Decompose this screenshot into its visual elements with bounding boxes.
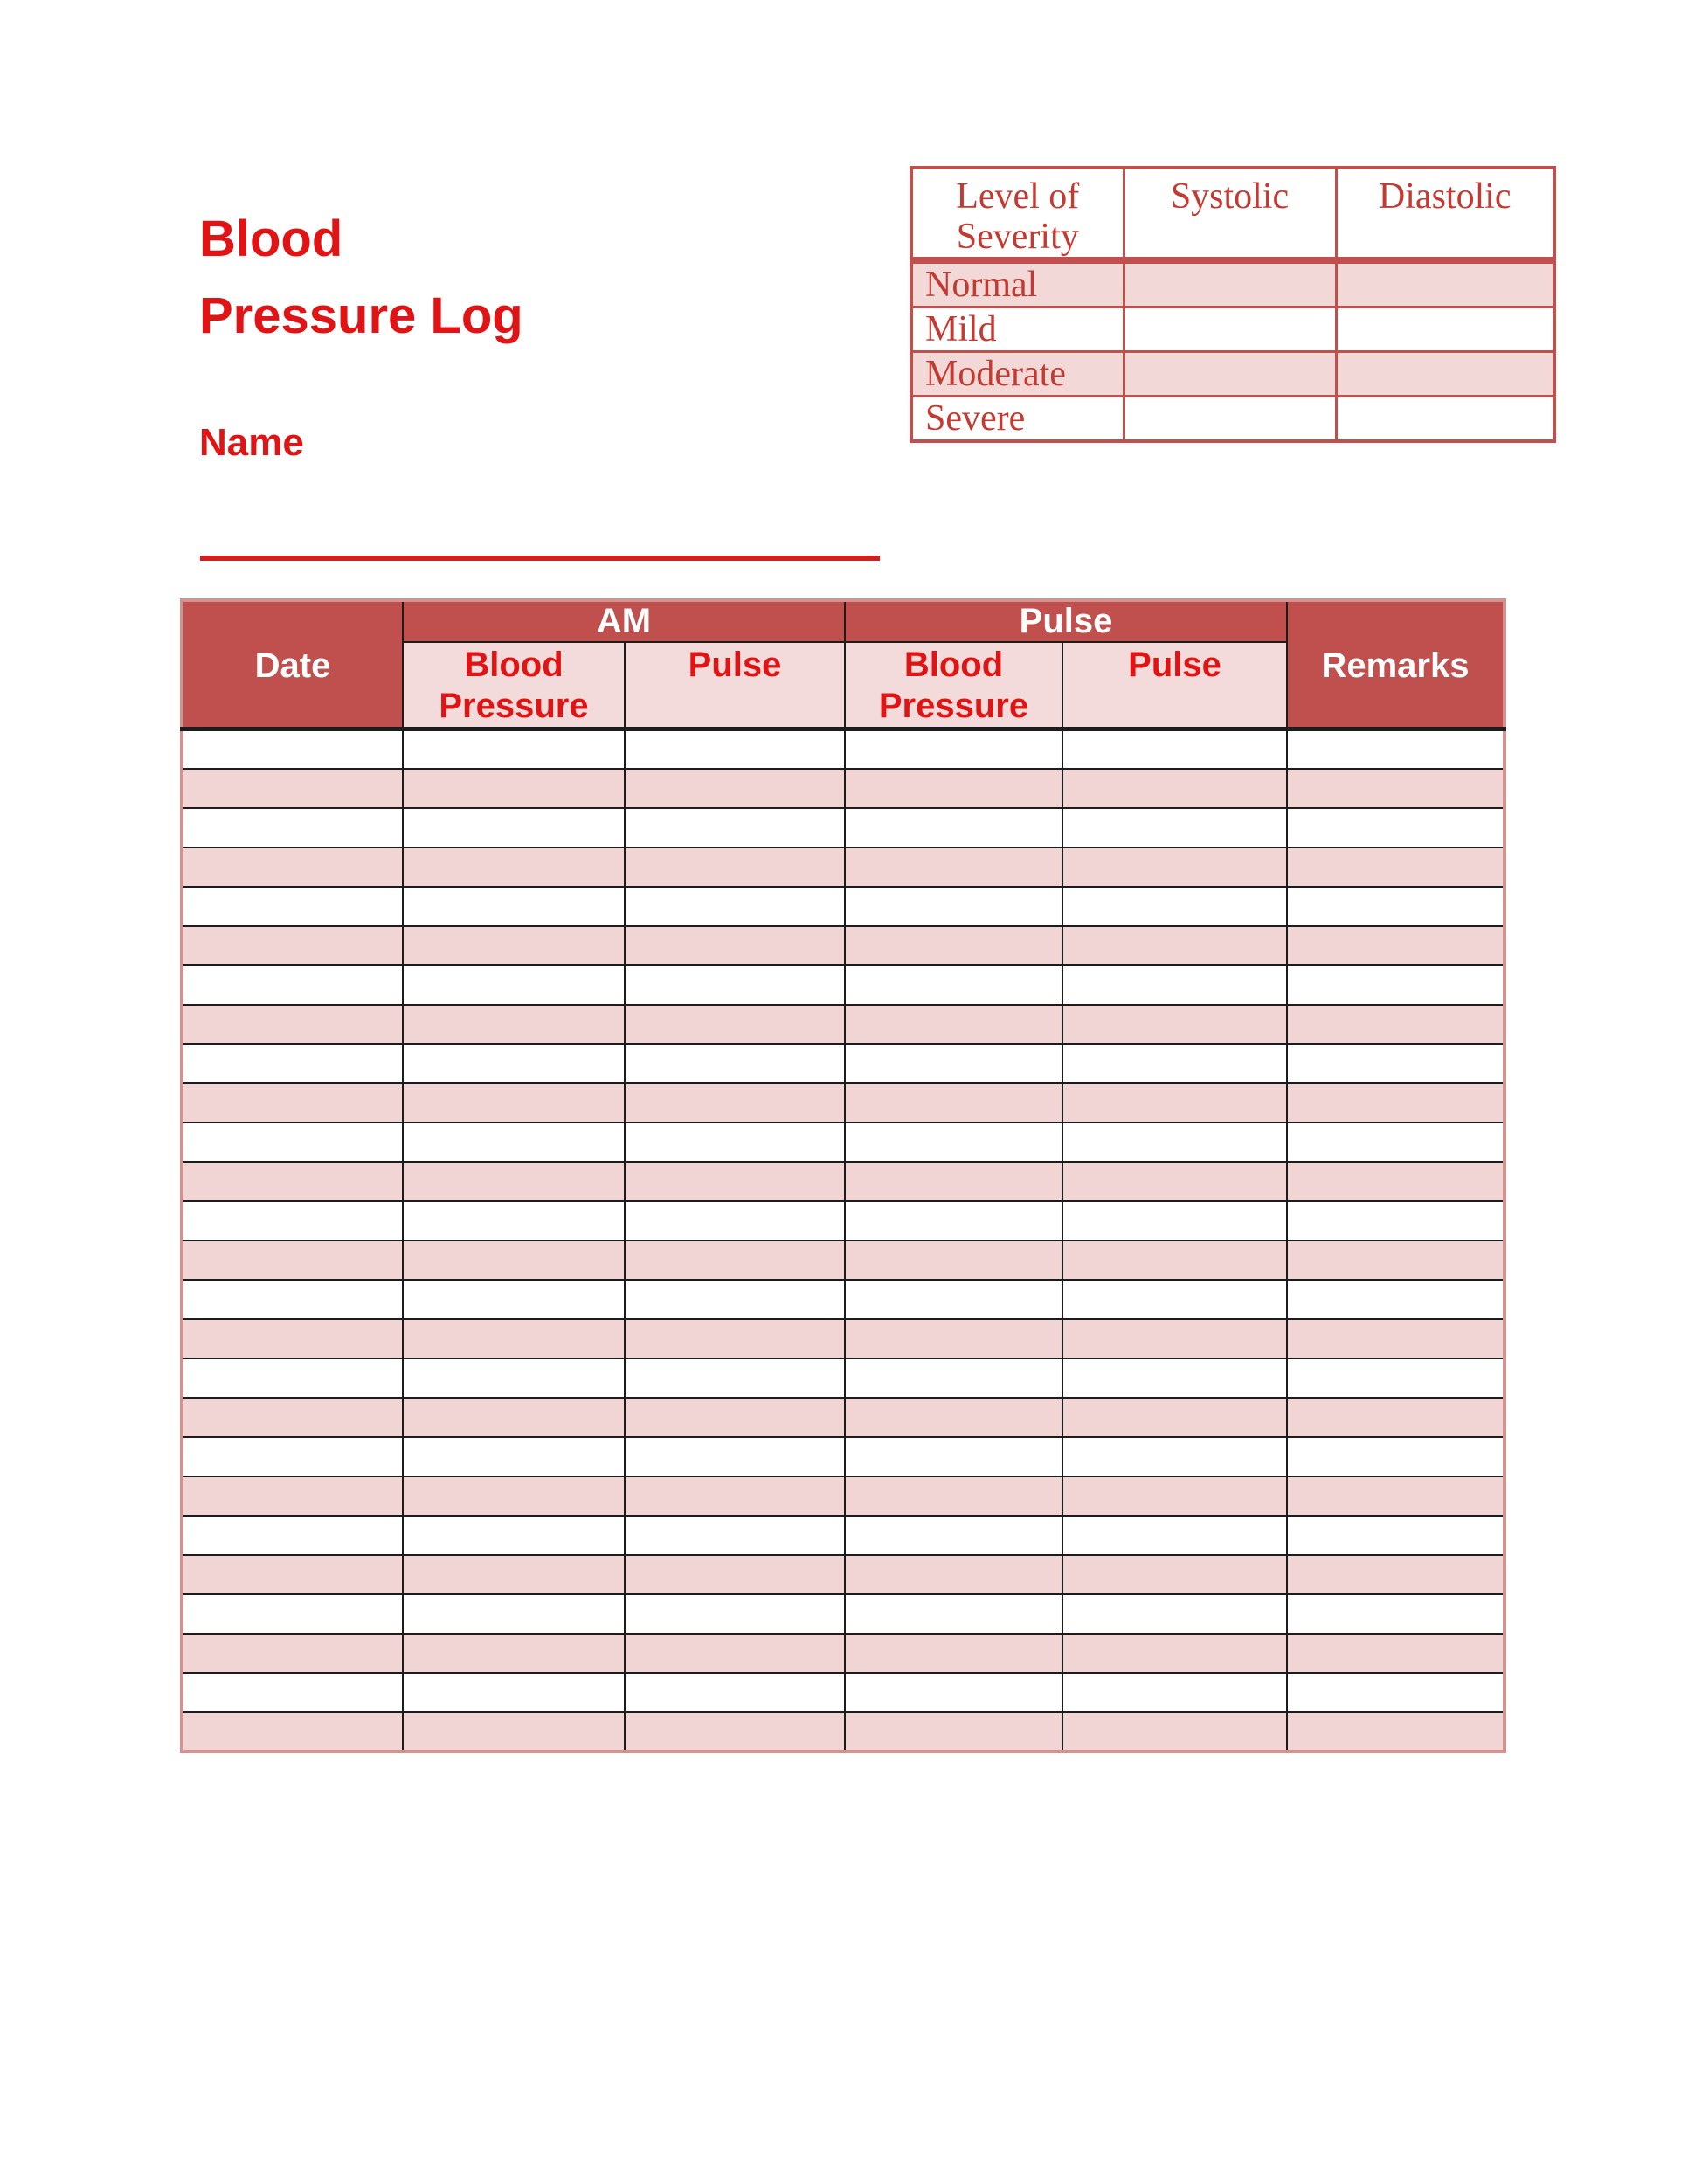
log-cell-am-pulse[interactable] [625,1594,845,1634]
log-cell-am-blood-pressure[interactable] [403,1712,625,1752]
log-table-row [182,1162,1505,1201]
severity-header-level: Level of Severity [911,168,1124,260]
log-table-row [182,1083,1505,1123]
log-cell-remarks[interactable] [1287,1516,1505,1555]
severity-diastolic-cell[interactable] [1336,308,1554,352]
log-cell-am-pulse[interactable] [625,847,845,887]
log-cell-date[interactable] [182,1123,403,1162]
log-cell-am-pulse[interactable] [625,1437,845,1476]
log-cell-remarks[interactable] [1287,808,1505,847]
log-cell-pm-blood-pressure[interactable] [845,965,1062,1005]
log-cell-date[interactable] [182,1398,403,1437]
log-table-row [182,926,1505,965]
log-cell-pm-blood-pressure[interactable] [845,1673,1062,1712]
log-cell-am-pulse[interactable] [625,1005,845,1044]
log-cell-am-blood-pressure[interactable] [403,1123,625,1162]
log-table-row [182,808,1505,847]
log-cell-date[interactable] [182,1162,403,1201]
col-subheader-am-pulse: Pulse [625,642,845,729]
log-cell-pm-pulse[interactable] [1062,1398,1287,1437]
log-cell-pm-blood-pressure[interactable] [845,1241,1062,1280]
log-table-row [182,1280,1505,1319]
log-table-row [182,1594,1505,1634]
log-cell-remarks[interactable] [1287,1201,1505,1241]
log-cell-date[interactable] [182,1555,403,1594]
col-subheader-pm-pulse: Pulse [1062,642,1287,729]
log-cell-am-blood-pressure[interactable] [403,1594,625,1634]
col-header-remarks: Remarks [1287,600,1505,729]
severity-reference-table [910,166,1556,443]
log-table-row [182,1476,1505,1516]
log-cell-am-pulse[interactable] [625,1398,845,1437]
log-cell-pm-pulse[interactable] [1062,1712,1287,1752]
name-label: Name [199,421,304,464]
log-cell-date[interactable] [182,1476,403,1516]
log-cell-date[interactable] [182,1280,403,1319]
severity-header-diastolic: Diastolic [1336,168,1554,260]
log-cell-date[interactable] [182,965,403,1005]
log-cell-am-pulse[interactable] [625,808,845,847]
log-cell-am-blood-pressure[interactable] [403,1476,625,1516]
log-table-row [182,847,1505,887]
log-cell-am-pulse[interactable] [625,729,845,769]
log-cell-am-pulse[interactable] [625,887,845,926]
severity-label: Mild [911,308,1124,352]
log-cell-pm-pulse[interactable] [1062,1201,1287,1241]
col-header-pm-group: Pulse [845,600,1287,642]
log-cell-remarks[interactable] [1287,1673,1505,1712]
log-cell-pm-pulse[interactable] [1062,1241,1287,1280]
log-cell-pm-pulse[interactable] [1062,1476,1287,1516]
log-cell-pm-pulse[interactable] [1062,965,1287,1005]
log-cell-date[interactable] [182,926,403,965]
severity-label: Normal [911,260,1124,308]
log-cell-pm-pulse[interactable] [1062,808,1287,847]
severity-label: Moderate [911,352,1124,397]
log-table-row [182,965,1505,1005]
log-cell-pm-pulse[interactable] [1062,1123,1287,1162]
log-cell-am-pulse[interactable] [625,926,845,965]
log-cell-pm-pulse[interactable] [1062,1280,1287,1319]
log-cell-pm-pulse[interactable] [1062,1162,1287,1201]
log-cell-am-pulse[interactable] [625,1634,845,1673]
log-table-row [182,729,1505,769]
log-cell-am-blood-pressure[interactable] [403,1083,625,1123]
log-cell-pm-blood-pressure[interactable] [845,1201,1062,1241]
log-cell-am-blood-pressure[interactable] [403,1437,625,1476]
log-cell-am-blood-pressure[interactable] [403,1162,625,1201]
log-cell-am-blood-pressure[interactable] [403,769,625,808]
col-subheader-am-blood-pressure: Blood Pressure [403,642,625,729]
log-cell-date[interactable] [182,1358,403,1398]
severity-diastolic-cell[interactable] [1336,397,1554,442]
log-cell-remarks[interactable] [1287,1634,1505,1673]
log-cell-am-blood-pressure[interactable] [403,965,625,1005]
severity-diastolic-cell[interactable] [1336,260,1554,308]
log-cell-remarks[interactable] [1287,1594,1505,1634]
log-cell-pm-blood-pressure[interactable] [845,1437,1062,1476]
log-cell-remarks[interactable] [1287,1241,1505,1280]
log-table-row [182,1123,1505,1162]
log-cell-pm-blood-pressure[interactable] [845,1319,1062,1358]
log-cell-pm-pulse[interactable] [1062,1673,1287,1712]
log-table-row [182,769,1505,808]
log-table-row [182,1555,1505,1594]
log-cell-pm-blood-pressure[interactable] [845,1634,1062,1673]
log-cell-pm-pulse[interactable] [1062,847,1287,887]
log-cell-am-pulse[interactable] [625,1358,845,1398]
log-cell-pm-pulse[interactable] [1062,1634,1287,1673]
log-cell-am-pulse[interactable] [625,1319,845,1358]
severity-systolic-cell[interactable] [1124,352,1336,397]
log-cell-remarks[interactable] [1287,965,1505,1005]
log-table-row [182,1005,1505,1044]
log-cell-pm-blood-pressure[interactable] [845,808,1062,847]
log-cell-am-blood-pressure[interactable] [403,926,625,965]
page-title-line2: Pressure Log [199,287,523,344]
log-cell-date[interactable] [182,808,403,847]
log-cell-date[interactable] [182,1634,403,1673]
log-cell-am-blood-pressure[interactable] [403,1398,625,1437]
log-cell-am-blood-pressure[interactable] [403,1044,625,1083]
log-cell-pm-pulse[interactable] [1062,1594,1287,1634]
log-cell-am-blood-pressure[interactable] [403,1201,625,1241]
log-cell-remarks[interactable] [1287,1280,1505,1319]
log-cell-am-blood-pressure[interactable] [403,847,625,887]
log-cell-remarks[interactable] [1287,1437,1505,1476]
log-table-row [182,1634,1505,1673]
log-cell-pm-pulse[interactable] [1062,887,1287,926]
log-cell-pm-blood-pressure[interactable] [845,1358,1062,1398]
log-cell-pm-blood-pressure[interactable] [845,1398,1062,1437]
log-cell-am-pulse[interactable] [625,1162,845,1201]
severity-systolic-cell[interactable] [1124,308,1336,352]
log-cell-remarks[interactable] [1287,1005,1505,1044]
log-cell-pm-pulse[interactable] [1062,1005,1287,1044]
log-cell-am-pulse[interactable] [625,965,845,1005]
log-cell-remarks[interactable] [1287,847,1505,887]
log-table-row [182,1712,1505,1752]
log-cell-am-pulse[interactable] [625,1712,845,1752]
name-fill-line[interactable] [200,556,880,561]
log-cell-date[interactable] [182,729,403,769]
log-header-group-row [182,600,1505,642]
log-cell-am-pulse[interactable] [625,1083,845,1123]
col-subheader-pm-blood-pressure: Blood Pressure [845,642,1062,729]
log-cell-remarks[interactable] [1287,887,1505,926]
log-cell-pm-blood-pressure[interactable] [845,1555,1062,1594]
log-cell-remarks[interactable] [1287,1044,1505,1083]
log-cell-am-blood-pressure[interactable] [403,1516,625,1555]
log-cell-date[interactable] [182,1241,403,1280]
log-cell-am-pulse[interactable] [625,1201,845,1241]
log-cell-pm-blood-pressure[interactable] [845,1044,1062,1083]
log-cell-remarks[interactable] [1287,1162,1505,1201]
log-cell-date[interactable] [182,887,403,926]
log-cell-am-blood-pressure[interactable] [403,1673,625,1712]
log-table-row [182,887,1505,926]
log-cell-am-blood-pressure[interactable] [403,729,625,769]
log-cell-remarks[interactable] [1287,1123,1505,1162]
log-cell-remarks[interactable] [1287,729,1505,769]
severity-row-normal [911,260,1554,308]
log-cell-am-pulse[interactable] [625,769,845,808]
log-cell-am-blood-pressure[interactable] [403,1358,625,1398]
log-cell-remarks[interactable] [1287,1083,1505,1123]
log-cell-am-pulse[interactable] [625,1673,845,1712]
severity-row-severe [911,397,1554,442]
log-cell-date[interactable] [182,1044,403,1083]
log-cell-am-pulse[interactable] [625,1241,845,1280]
severity-label: Severe [911,397,1124,442]
log-cell-pm-pulse[interactable] [1062,729,1287,769]
log-cell-pm-blood-pressure[interactable] [845,1083,1062,1123]
log-cell-am-pulse[interactable] [625,1476,845,1516]
log-cell-remarks[interactable] [1287,1476,1505,1516]
severity-header-row [911,168,1554,260]
log-cell-pm-blood-pressure[interactable] [845,847,1062,887]
log-cell-pm-pulse[interactable] [1062,1437,1287,1476]
log-cell-am-pulse[interactable] [625,1044,845,1083]
log-cell-pm-blood-pressure[interactable] [845,729,1062,769]
log-cell-date[interactable] [182,1319,403,1358]
log-cell-am-pulse[interactable] [625,1123,845,1162]
log-table-row [182,1398,1505,1437]
severity-header-systolic: Systolic [1124,168,1336,260]
log-cell-pm-blood-pressure[interactable] [845,1594,1062,1634]
log-cell-date[interactable] [182,1516,403,1555]
log-cell-am-pulse[interactable] [625,1280,845,1319]
log-cell-remarks[interactable] [1287,1319,1505,1358]
log-cell-am-blood-pressure[interactable] [403,1005,625,1044]
log-cell-pm-pulse[interactable] [1062,1083,1287,1123]
log-cell-am-blood-pressure[interactable] [403,1280,625,1319]
severity-row-moderate [911,352,1554,397]
log-cell-pm-blood-pressure[interactable] [845,1712,1062,1752]
log-table-row [182,1044,1505,1083]
log-cell-pm-blood-pressure[interactable] [845,926,1062,965]
log-cell-pm-blood-pressure[interactable] [845,1516,1062,1555]
log-cell-date[interactable] [182,1201,403,1241]
col-header-am-group: AM [403,600,845,642]
log-cell-date[interactable] [182,847,403,887]
log-cell-remarks[interactable] [1287,1712,1505,1752]
log-table-row [182,1241,1505,1280]
log-cell-date[interactable] [182,1673,403,1712]
bp-log-table [180,598,1506,1753]
page-title-line1: Blood [199,211,343,267]
log-cell-am-pulse[interactable] [625,1516,845,1555]
log-cell-date[interactable] [182,1712,403,1752]
log-cell-pm-blood-pressure[interactable] [845,1123,1062,1162]
log-table-row [182,1437,1505,1476]
log-table-body [182,729,1505,1752]
log-cell-pm-blood-pressure[interactable] [845,769,1062,808]
log-cell-pm-pulse[interactable] [1062,1044,1287,1083]
log-table-row [182,1673,1505,1712]
log-cell-pm-pulse[interactable] [1062,926,1287,965]
log-cell-remarks[interactable] [1287,1398,1505,1437]
log-cell-am-pulse[interactable] [625,1555,845,1594]
log-cell-remarks[interactable] [1287,769,1505,808]
log-table-row [182,1201,1505,1241]
log-cell-pm-blood-pressure[interactable] [845,1476,1062,1516]
log-cell-pm-blood-pressure[interactable] [845,1162,1062,1201]
log-cell-pm-pulse[interactable] [1062,769,1287,808]
log-cell-date[interactable] [182,769,403,808]
page-title [199,201,523,355]
severity-row-mild [911,308,1554,352]
log-cell-am-blood-pressure[interactable] [403,808,625,847]
log-cell-pm-pulse[interactable] [1062,1555,1287,1594]
severity-systolic-cell[interactable] [1124,260,1336,308]
log-cell-pm-pulse[interactable] [1062,1319,1287,1358]
col-header-date: Date [182,600,403,729]
log-cell-date[interactable] [182,1005,403,1044]
log-cell-remarks[interactable] [1287,1555,1505,1594]
log-cell-pm-blood-pressure[interactable] [845,887,1062,926]
log-cell-pm-pulse[interactable] [1062,1516,1287,1555]
log-cell-pm-pulse[interactable] [1062,1358,1287,1398]
log-cell-date[interactable] [182,1437,403,1476]
log-table-row [182,1358,1505,1398]
severity-diastolic-cell[interactable] [1336,352,1554,397]
log-cell-am-blood-pressure[interactable] [403,1241,625,1280]
log-cell-remarks[interactable] [1287,1358,1505,1398]
log-cell-remarks[interactable] [1287,926,1505,965]
severity-systolic-cell[interactable] [1124,397,1336,442]
log-cell-am-blood-pressure[interactable] [403,887,625,926]
log-table-row [182,1319,1505,1358]
log-cell-pm-blood-pressure[interactable] [845,1280,1062,1319]
log-cell-am-blood-pressure[interactable] [403,1555,625,1594]
log-cell-am-blood-pressure[interactable] [403,1319,625,1358]
log-cell-am-blood-pressure[interactable] [403,1634,625,1673]
log-cell-date[interactable] [182,1083,403,1123]
log-cell-pm-blood-pressure[interactable] [845,1005,1062,1044]
log-cell-date[interactable] [182,1594,403,1634]
log-table-row [182,1516,1505,1555]
